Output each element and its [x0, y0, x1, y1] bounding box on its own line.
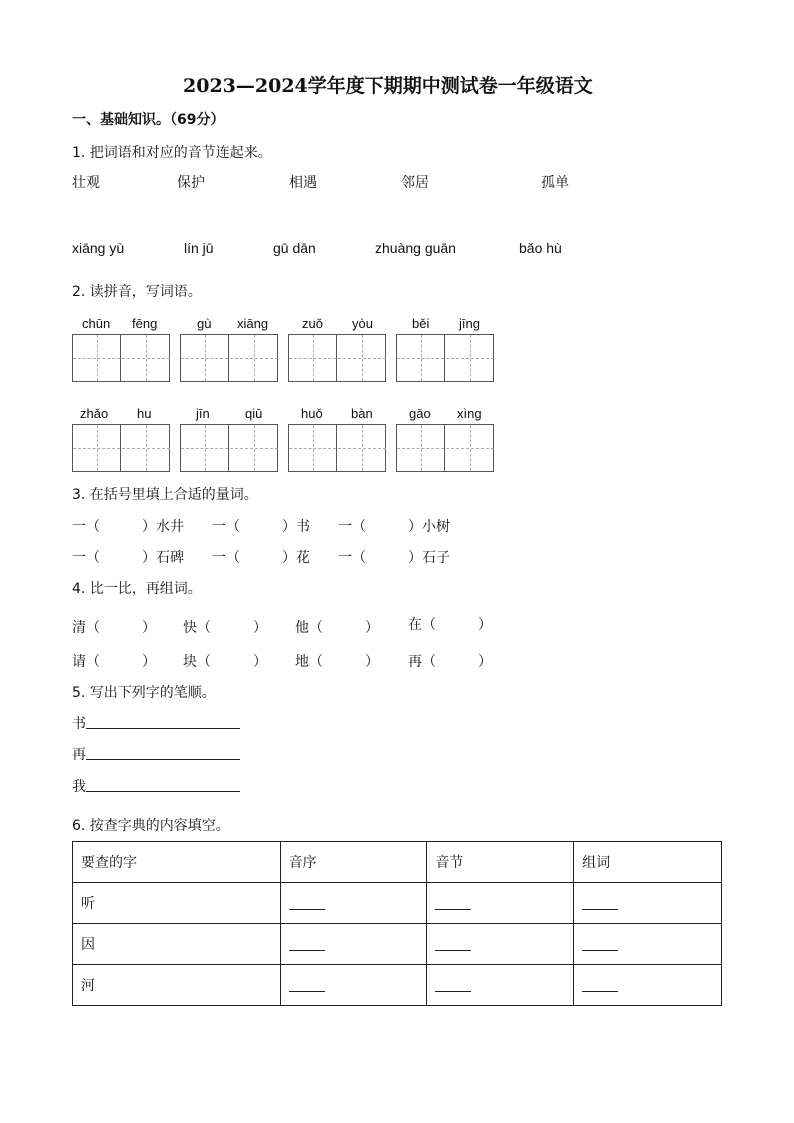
writing-grid[interactable]	[396, 424, 494, 472]
stroke-order-char: 我	[72, 779, 86, 795]
writing-grid[interactable]	[72, 424, 170, 472]
word-1: 壮观	[72, 175, 100, 191]
grid-pinyin: chūn	[82, 316, 111, 331]
table-header: 组词	[574, 842, 722, 883]
pinyin-2: lín jū	[184, 240, 214, 256]
measure-word-item[interactable]: 一（ ）小树	[338, 519, 450, 535]
measure-word-item[interactable]: 一（ ）石子	[338, 550, 450, 566]
pinyin-4: zhuàng guān	[375, 240, 456, 256]
answer-cell[interactable]	[280, 883, 427, 924]
answer-cell[interactable]	[574, 924, 722, 965]
compare-word-item[interactable]: 清（ ）	[72, 620, 156, 636]
compare-word-item[interactable]: 他（ ）	[295, 620, 379, 636]
answer-cell[interactable]	[427, 883, 574, 924]
answer-blank[interactable]	[435, 897, 471, 910]
writing-grid[interactable]	[180, 424, 278, 472]
lookup-char: 听	[73, 883, 281, 924]
table-row	[73, 924, 722, 965]
question-1-prompt: 1. 把词语和对应的音节连起来。	[72, 145, 272, 161]
lookup-char: 河	[73, 965, 281, 1006]
writing-grid[interactable]	[180, 334, 278, 382]
grid-pinyin: yòu	[352, 316, 373, 331]
answer-blank[interactable]	[582, 979, 618, 992]
grid-pinyin: xìng	[457, 406, 482, 421]
question-5-prompt: 5. 写出下列字的笔顺。	[72, 685, 216, 701]
answer-cell[interactable]	[427, 965, 574, 1006]
table-header: 要查的字	[73, 842, 281, 883]
compare-word-item[interactable]: 在（ ）	[408, 617, 492, 633]
grid-pinyin: běi	[412, 316, 430, 331]
grid-pinyin: fēng	[132, 316, 158, 331]
grid-pinyin: gāo	[409, 406, 431, 421]
question-3-prompt: 3. 在括号里填上合适的量词。	[72, 487, 258, 503]
pinyin-5: bǎo hù	[519, 240, 562, 256]
table-row	[73, 965, 722, 1006]
page-title: 2023—2024学年度下期期中测试卷一年级语文	[183, 75, 593, 97]
measure-word-item[interactable]: 一（ ）书	[212, 519, 310, 535]
table-header-row	[73, 842, 722, 883]
measure-word-item[interactable]: 一（ ）花	[212, 550, 310, 566]
grid-pinyin: hu	[137, 406, 152, 421]
table-header: 音序	[280, 842, 427, 883]
grid-pinyin: jīn	[196, 406, 210, 421]
table-row	[73, 883, 722, 924]
lookup-char: 因	[73, 924, 281, 965]
grid-pinyin: gù	[197, 316, 212, 331]
question-6-prompt: 6. 按查字典的内容填空。	[72, 818, 230, 834]
compare-word-item[interactable]: 块（ ）	[183, 654, 267, 670]
table-header: 音节	[427, 842, 574, 883]
measure-word-item[interactable]: 一（ ）石碑	[72, 550, 184, 566]
question-4-prompt: 4. 比一比，再组词。	[72, 581, 202, 597]
answer-cell[interactable]	[280, 965, 427, 1006]
stroke-order-line[interactable]	[86, 728, 240, 729]
stroke-order-char: 书	[72, 716, 86, 732]
word-4: 邻居	[401, 175, 429, 191]
writing-grid[interactable]	[72, 334, 170, 382]
grid-pinyin: bàn	[351, 406, 373, 421]
answer-blank[interactable]	[582, 897, 618, 910]
answer-cell[interactable]	[427, 924, 574, 965]
answer-blank[interactable]	[289, 938, 325, 951]
answer-cell[interactable]	[280, 924, 427, 965]
grid-pinyin: xiāng	[237, 316, 269, 331]
compare-word-item[interactable]: 请（ ）	[72, 654, 156, 670]
compare-word-item[interactable]: 地（ ）	[295, 654, 379, 670]
writing-grid[interactable]	[288, 334, 386, 382]
answer-blank[interactable]	[289, 979, 325, 992]
stroke-order-char: 再	[72, 747, 86, 763]
answer-cell[interactable]	[574, 965, 722, 1006]
answer-blank[interactable]	[435, 938, 471, 951]
writing-grid[interactable]	[396, 334, 494, 382]
grid-pinyin: zhǎo	[80, 406, 109, 421]
grid-pinyin: huǒ	[301, 406, 323, 421]
grid-pinyin: qiū	[245, 406, 263, 421]
word-5: 孤单	[541, 175, 569, 191]
stroke-order-line[interactable]	[86, 791, 240, 792]
answer-cell[interactable]	[574, 883, 722, 924]
measure-word-item[interactable]: 一（ ）水井	[72, 519, 184, 535]
section-heading: 一、基础知识。（69分）	[72, 112, 225, 128]
answer-blank[interactable]	[435, 979, 471, 992]
compare-word-item[interactable]: 快（ ）	[183, 620, 267, 636]
word-2: 保护	[177, 175, 205, 191]
question-2-prompt: 2. 读拼音，写词语。	[72, 284, 202, 300]
grid-pinyin: zuǒ	[302, 316, 323, 331]
answer-blank[interactable]	[582, 938, 618, 951]
writing-grid[interactable]	[288, 424, 386, 472]
compare-word-item[interactable]: 再（ ）	[408, 654, 492, 670]
stroke-order-line[interactable]	[86, 759, 240, 760]
pinyin-3: gū dān	[273, 240, 316, 256]
dictionary-table	[72, 841, 722, 1006]
grid-pinyin: jīng	[459, 316, 480, 331]
answer-blank[interactable]	[289, 897, 325, 910]
word-3: 相遇	[289, 175, 317, 191]
pinyin-1: xiāng yù	[72, 240, 125, 256]
